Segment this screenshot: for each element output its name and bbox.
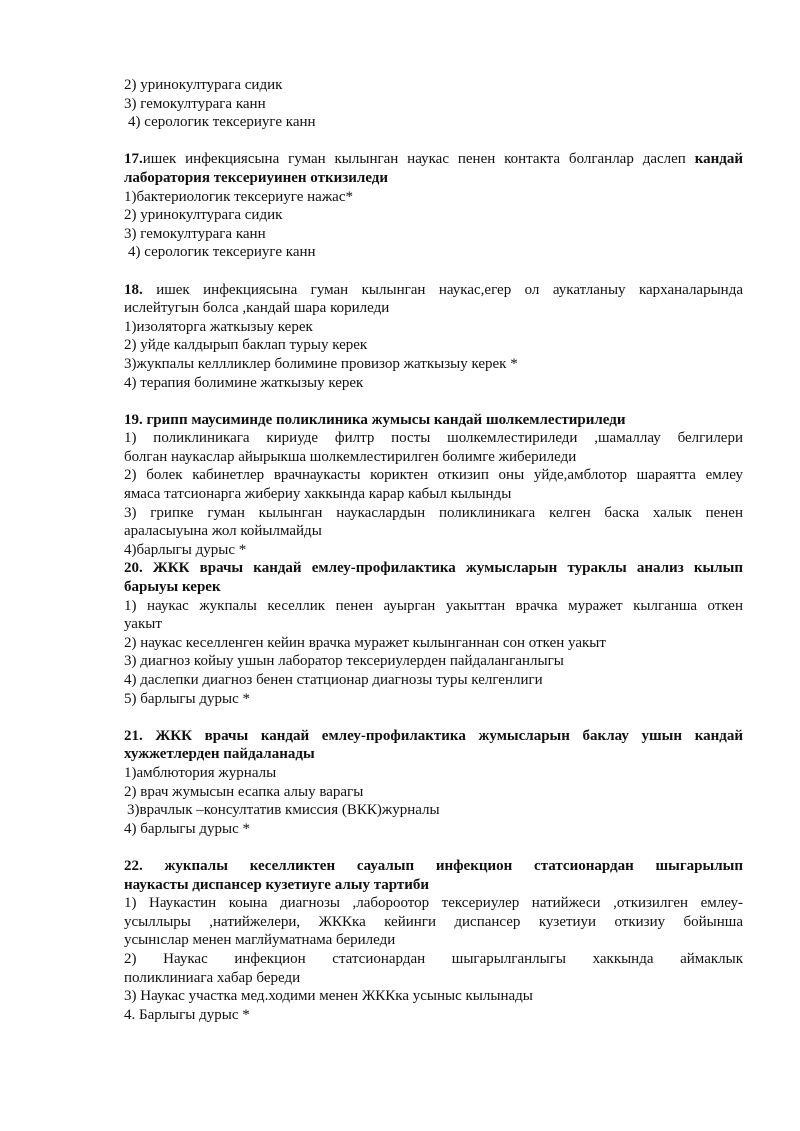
answer-option: 3) гемокултурага канн <box>124 225 266 242</box>
question-title <box>124 411 743 430</box>
answer-option: 2) болек кабинетлер врачнаукасты кориктен откизип оны уйде,амблотор шараятта емлеу <box>124 467 743 484</box>
question-title-text: 22. жукпалы кеселликтен сауалып инфекцион статсионардан шыгарылып <box>124 857 743 874</box>
answer-option: 1) Наукастин коына диагнозы ,лабороотор тексериулер натийжеси ,откизилген емлеу- <box>124 895 743 912</box>
question-number: 18. <box>124 281 143 298</box>
answer-option: 2) Наукас инфекцион статсионардан шыгарылганлыгы хаккында аймаклык <box>124 950 743 967</box>
answer-option: 4) серологик тексериуге канн <box>128 244 316 261</box>
question-text <box>124 150 743 169</box>
question-title <box>124 727 743 746</box>
answer-option: 4) барлыгы дурыс * <box>124 820 250 837</box>
answer-option: 5) барлыгы дурыс * <box>124 690 250 707</box>
answer-option-cont: усыллыры ,натийжелери, ЖККка кейинги диспансер кузетиуи откизиу бойынша <box>124 913 743 930</box>
answer-option: 3) Наукас участка мед.ходими менен ЖККка усыныс кылынады <box>124 988 533 1005</box>
question-text <box>124 281 743 300</box>
question-text-bold: кандай <box>694 151 743 168</box>
question-title-text: барыуы керек <box>124 579 221 596</box>
question-title <box>124 857 743 876</box>
question-title <box>124 559 743 578</box>
question-number: 17. <box>124 151 143 168</box>
answer-option: 1)бактериологик тексериуге нажас* <box>124 188 353 205</box>
answer-option: 2) уринокултурага сидик <box>124 207 283 224</box>
answer-option-cont: ямаса татсионарга жибериу хаккында карар кабыл кылынды <box>124 486 512 503</box>
answer-option-cont: араласыуына жол койылмайды <box>124 523 322 540</box>
question-title-cont <box>124 578 743 597</box>
question-16-tail <box>124 76 743 132</box>
answer-option: 3)жукпалы келлликлер болимине провизор жаткызыу керек * <box>124 355 518 372</box>
answer-option: 4) серологик тексериуге канн <box>128 114 316 131</box>
answer-option-cont: болган наукаслар айырыкша шолкемлестирилген болимге жибериледи <box>124 448 577 465</box>
answer-option: 3) грипке гуман кылынган наукаслардын поликлиникага келген баска халык пенен <box>124 504 743 521</box>
answer-option: 1)изоляторга жаткызыу керек <box>124 318 313 335</box>
answer-option: 4) терапия болимине жаткызыу керек <box>124 374 364 391</box>
answer-option: 3)врачлык –консултатив кмиссия (ВКК)журналы <box>127 802 440 819</box>
question-title-cont <box>124 745 743 764</box>
question-text-cont <box>124 169 743 188</box>
question-title-text: наукасты диспансер кузетиуге алыу тартиби <box>124 876 430 893</box>
document-page <box>124 76 743 1024</box>
question-21 <box>124 727 743 839</box>
question-text-plain: ишек инфекциясына гуман кылынган наукас пенен контакта болганлар даслеп <box>142 151 695 168</box>
question-text-plain: ишек инфекциясына гуман кылынган наукас,егер ол аукатланыу карханаларында <box>142 281 743 298</box>
answer-option-cont: уакыт <box>124 616 162 633</box>
question-19 <box>124 411 743 560</box>
question-text-cont: ислейтугын болса ,кандай шара кориледи <box>124 300 390 317</box>
answer-option: 2) уринокултурага сидик <box>124 77 283 93</box>
question-title-cont <box>124 876 743 895</box>
question-title-text: 20. ЖКК врачы кандай емлеу-профилактика жумысларын тураклы анализ кылып <box>124 560 743 577</box>
question-title-text: 21. ЖКК врачы кандай емлеу-профилактика жумысларын баклау ушын кандай <box>124 727 743 744</box>
question-text-bold: лаборатория тексериуинен откизиледи <box>124 169 389 186</box>
question-18 <box>124 281 743 393</box>
answer-option: 3) гемокултурага канн <box>124 95 266 112</box>
question-22 <box>124 857 743 1024</box>
answer-option: 4)барлыгы дурыс * <box>124 541 247 558</box>
answer-option: 1)амблютория журналы <box>124 764 277 781</box>
answer-option: 3) диагноз койыу ушын лаборатор тексериулерден пайдаланганлыгы <box>124 653 564 670</box>
answer-option: 2) врач жумысын есапка алыу варагы <box>124 783 364 800</box>
answer-option: 4. Барлыгы дурыс * <box>124 1006 250 1023</box>
question-20 <box>124 559 743 708</box>
answer-option: 1) поликлиникага кириуде филтр посты шолкемлестириледи ,шамаллау белгилери <box>124 430 743 447</box>
question-title-text: 19. грипп маусиминде поликлиника жумысы кандай шолкемлестириледи <box>124 411 626 428</box>
answer-option-cont: усынıслар менен маглйуматнама бериледи <box>124 932 396 949</box>
answer-option: 1) наукас жукпалы кеселлик пенен ауырган уакыттан врачка муражет кылганша откен <box>124 597 743 614</box>
question-title-text: хужжетлерден пайдаланады <box>124 746 315 763</box>
answer-option-cont: поликлиниага хабар береди <box>124 969 301 986</box>
question-17 <box>124 150 743 262</box>
answer-option: 2) наукас кеселленген кейин врачка муражет кылынганнан сон откен уакыт <box>124 634 606 651</box>
answer-option: 4) даслепки диагноз бенен статционар диагнозы туры келгенлиги <box>124 672 543 688</box>
answer-option: 2) уйде калдырып баклап турыу керек <box>124 337 368 354</box>
